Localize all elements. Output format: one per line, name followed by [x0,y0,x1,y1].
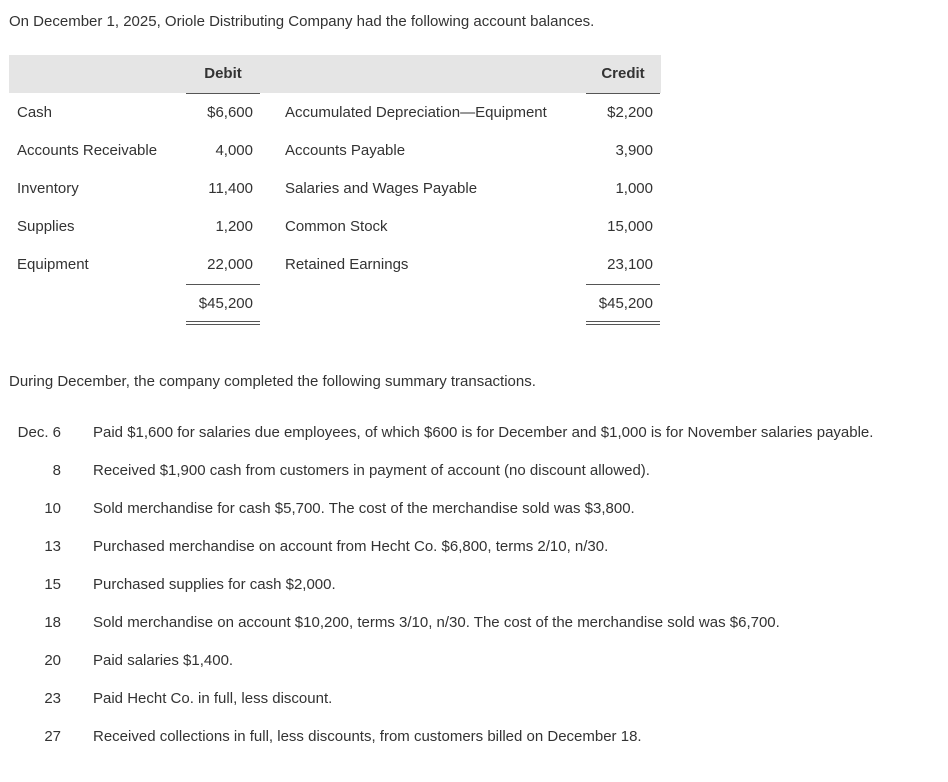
credit-total-double-rule [586,321,660,325]
debit-account-name: Supplies [17,218,75,235]
transaction-date: 10 [44,500,61,517]
transaction-date: 8 [52,462,61,479]
transaction-date: 13 [44,538,61,555]
credit-total: $45,200 [598,295,653,312]
transaction-description: Received collections in full, less discounts, from customers billed on December 18. [93,728,642,745]
debit-total: $45,200 [198,295,253,312]
debit-account-name: Equipment [17,256,89,273]
list-item [0,528,948,566]
list-item [0,566,948,604]
transaction-description: Paid $1,600 for salaries due employees, of which $600 is for December and $1,000 is for November salaries payable. [93,424,874,441]
list-item [0,490,948,528]
table-row [0,208,948,246]
table-row [0,170,948,208]
debit-amount: 1,200 [215,218,253,235]
credit-account-name: Retained Earnings [285,256,409,273]
transaction-date: 15 [44,576,61,593]
transaction-date: 18 [44,614,61,631]
table-row [0,94,948,132]
list-item [0,680,948,718]
credit-amount: $2,200 [607,104,653,121]
transaction-description: Received $1,900 cash from customers in payment of account (no discount allowed). [93,462,650,479]
credit-amount: 1,000 [615,180,653,197]
transaction-description: Sold merchandise on account $10,200, terms 3/10, n/30. The cost of the merchandise sold was $6,700. [93,614,780,631]
table-row [0,132,948,170]
list-item [0,452,948,490]
transactions-intro-text: During December, the company completed the following summary transactions. [9,373,536,390]
transaction-date: Dec. 6 [17,424,61,441]
intro-text: On December 1, 2025, Oriole Distributing Company had the following account balances. [9,13,595,30]
transaction-date: 27 [44,728,61,745]
debit-account-name: Accounts Receivable [17,142,158,159]
debit-account-name: Cash [17,104,53,121]
credit-amount: 15,000 [607,218,653,235]
credit-account-name: Accounts Payable [285,142,406,159]
transaction-date: 23 [44,690,61,707]
credit-account-name: Salaries and Wages Payable [285,180,478,197]
transaction-date: 20 [44,652,61,669]
table-header-band [9,55,661,93]
debit-column-header: Debit [204,65,242,82]
credit-account-name: Common Stock [285,218,388,235]
debit-account-name: Inventory [17,180,79,197]
transaction-description: Purchased supplies for cash $2,000. [93,576,336,593]
credit-amount: 3,900 [615,142,653,159]
list-item [0,718,948,756]
list-item [0,604,948,642]
list-item [0,642,948,680]
transaction-description: Paid Hecht Co. in full, less discount. [93,690,333,707]
table-row [0,246,948,284]
credit-account-name: Accumulated Depreciation—Equipment [285,104,547,121]
debit-amount: $6,600 [207,104,253,121]
debit-amount: 11,400 [208,180,253,197]
transaction-description: Sold merchandise for cash $5,700. The cost of the merchandise sold was $3,800. [93,500,635,517]
credit-amount: 23,100 [607,256,653,273]
credit-column-header: Credit [601,65,645,82]
transaction-description: Purchased merchandise on account from Hecht Co. $6,800, terms 2/10, n/30. [93,538,609,555]
debit-total-double-rule [186,321,260,325]
debit-amount: 4,000 [215,142,253,159]
transaction-description: Paid salaries $1,400. [93,652,234,669]
debit-amount: 22,000 [207,256,253,273]
list-item [0,414,948,452]
